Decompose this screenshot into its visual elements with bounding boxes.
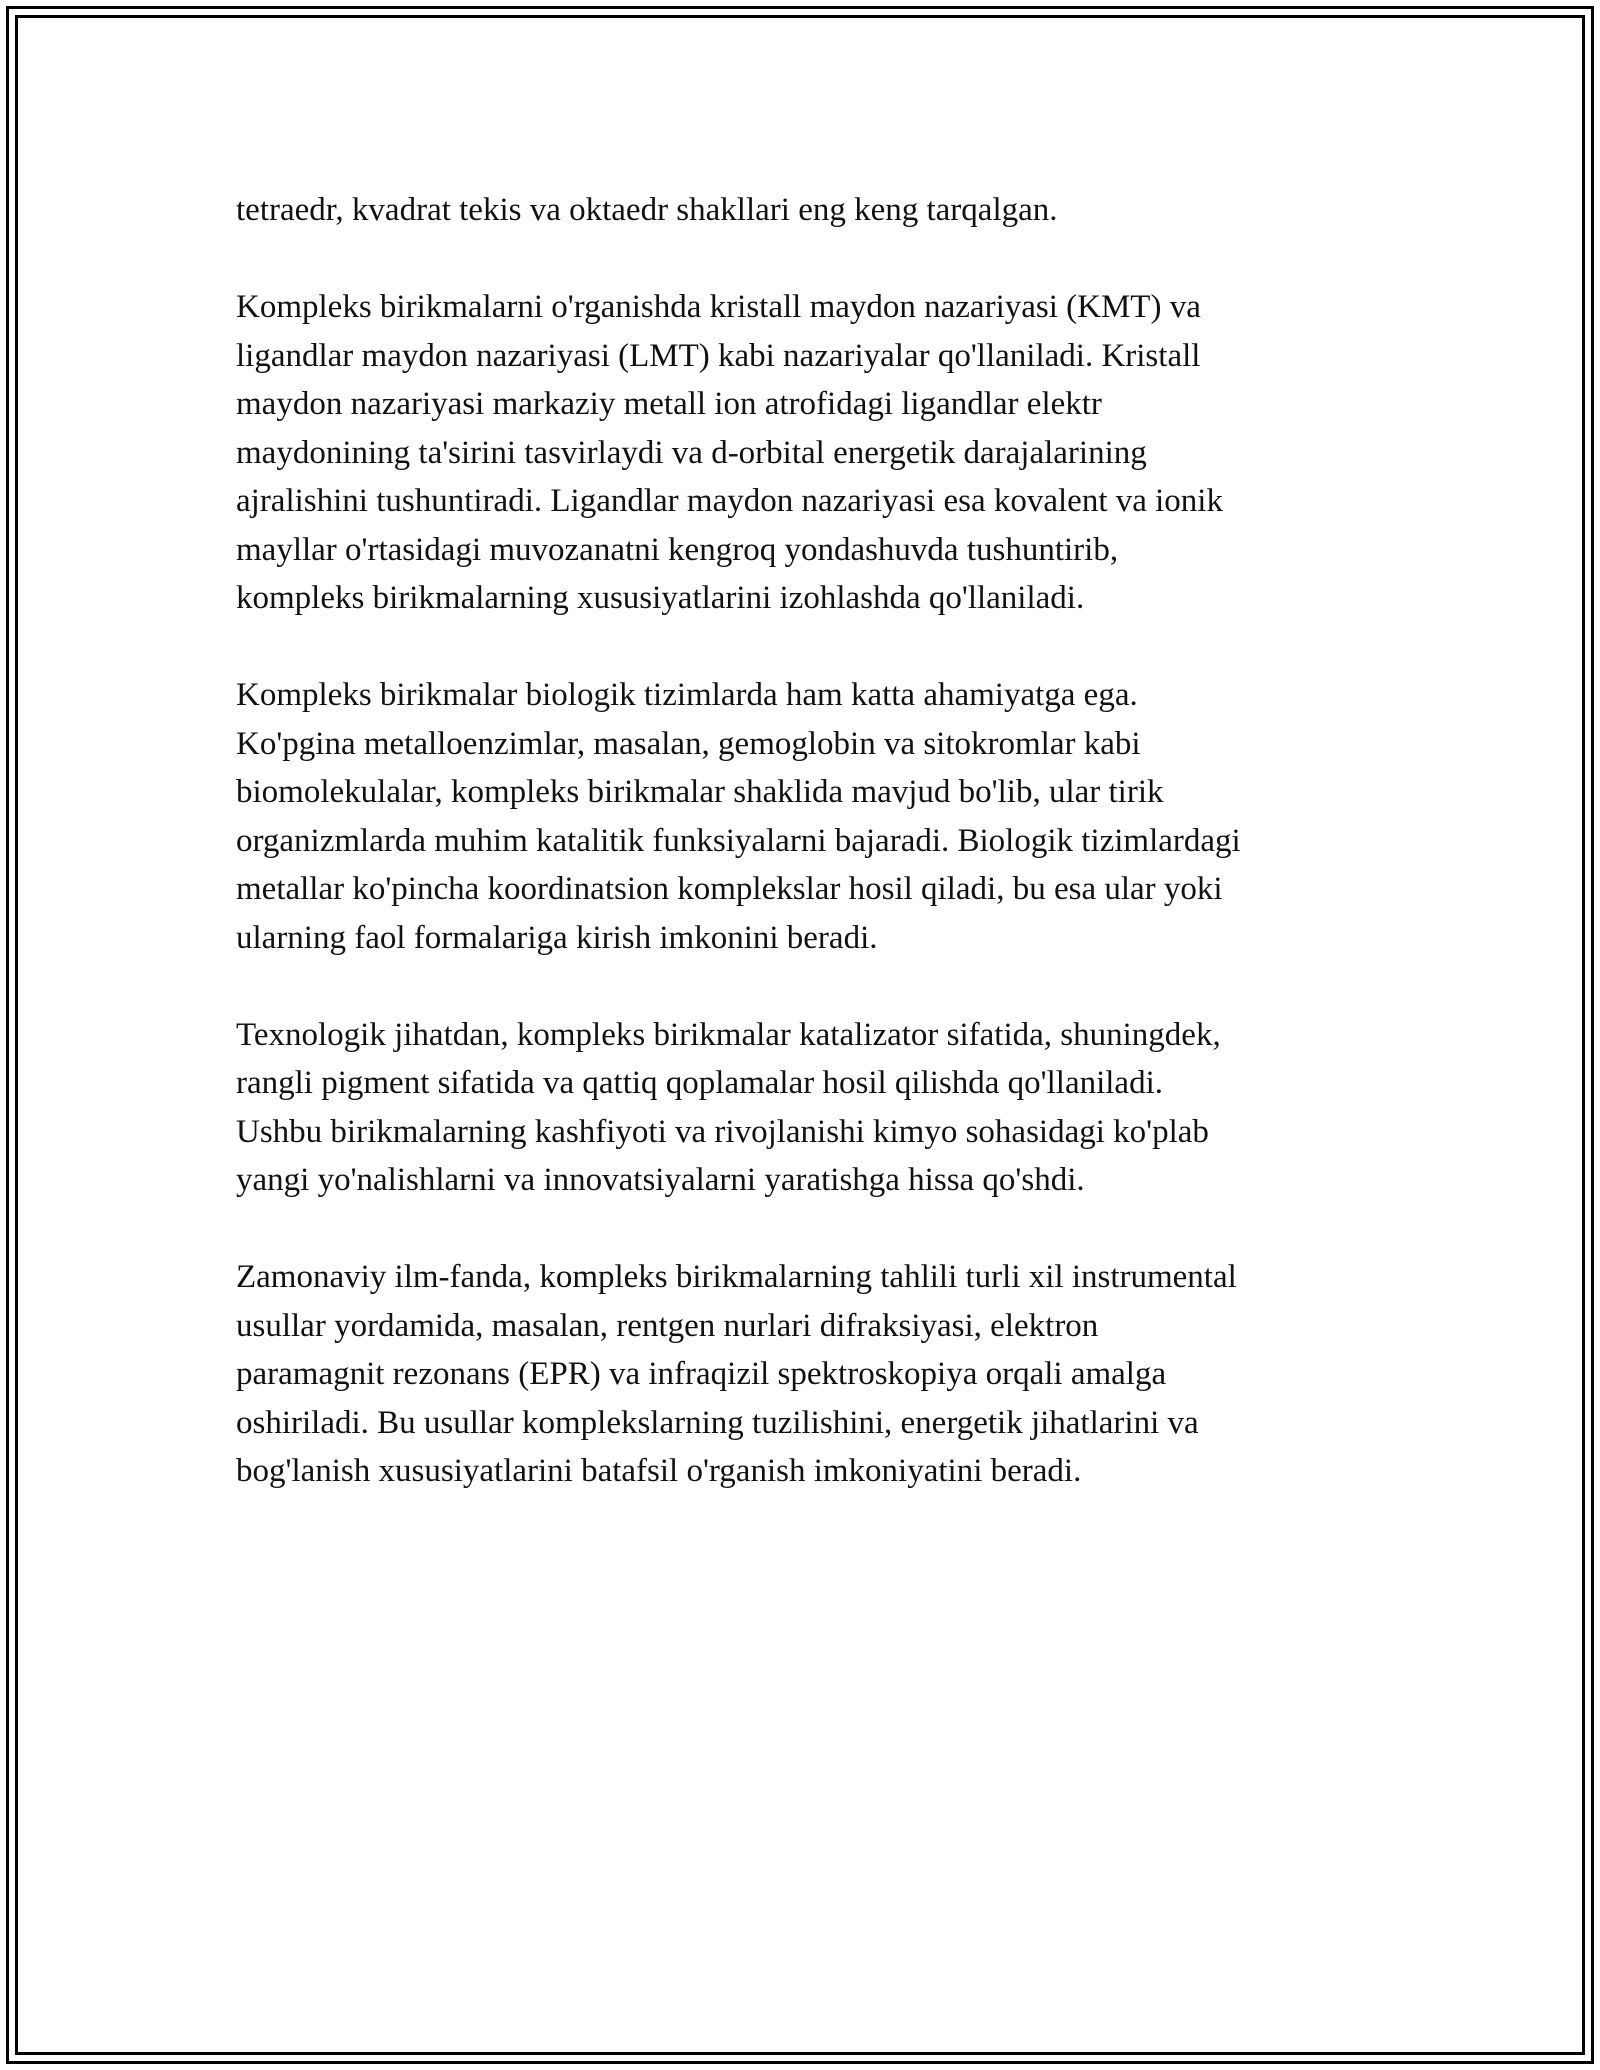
text-line: oshiriladi. Bu usullar komplekslarning tuzilishini, energetik jihatlarini va (236, 1404, 1199, 1441)
text-line: kompleks birikmalarning xususiyatlarini izohlashda qo'llaniladi. (236, 580, 1085, 616)
text-line: bog'lanish xususiyatlarini batafsil o'rganish imkoniyatini beradi. (236, 1453, 1082, 1489)
text-line: organizmlarda muhim katalitik funksiyalarni bajaradi. Biologik tizimlardagi (236, 822, 1241, 859)
text-line: ajralishini tushuntiradi. Ligandlar maydon nazariyasi esa kovalent va ionik (236, 483, 1223, 519)
text-line: Zamonaviy ilm-fanda, kompleks birikmalarning tahlili turli xil instrumental (236, 1259, 1237, 1295)
text-line: paramagnit rezonans (EPR) va infraqizil spektroskopiya orqali amalga (236, 1356, 1167, 1392)
document-body (236, 186, 1376, 1544)
text-line: Ushbu birikmalarning kashfiyoti va rivojlanishi kimyo sohasidagi ko'plab (236, 1113, 1209, 1150)
text-line: Kompleks birikmalarni o'rganishda kristall maydon nazariyasi (KMT) va (236, 289, 1201, 325)
text-line: ularning faol formalariga kirish imkonini beradi. (236, 919, 878, 956)
text-line: Ko'pgina metalloenzimlar, masalan, gemoglobin va sitokromlar kabi (236, 725, 1141, 762)
text-line: ligandlar maydon nazariyasi (LMT) kabi nazariyalar qo'llaniladi. Kristall (236, 337, 1201, 374)
text-line: tetraedr, kvadrat tekis va oktaedr shakllari eng keng tarqalgan. (236, 192, 1058, 228)
text-line: usullar yordamida, masalan, rentgen nurlari difraksiyasi, elektron (236, 1307, 1099, 1344)
text-line: metallar ko'pincha koordinatsion komplekslar hosil qiladi, bu esa ular yoki (236, 871, 1223, 907)
text-line: yangi yo'nalishlarni va innovatsiyalarni yaratishga hissa qo'shdi. (236, 1162, 1085, 1198)
text-line: Texnologik jihatdan, kompleks birikmalar katalizator sifatida, shuningdek, (236, 1016, 1221, 1053)
text-line: maydon nazariyasi markaziy metall ion atrofidagi ligandlar elektr (236, 386, 1102, 422)
paragraph (236, 1253, 1376, 1496)
text-line: maydonining ta'sirini tasvirlaydi va d-orbital energetik darajalarining (236, 434, 1147, 471)
text-line: mayllar o'rtasidagi muvozanatni kengroq yondashuvda tushuntirib, (236, 531, 1119, 568)
paragraph (236, 283, 1376, 623)
text-line: Kompleks birikmalar biologik tizimlarda ham katta ahamiyatga ega. (236, 677, 1138, 713)
paragraph (236, 671, 1376, 962)
paragraph (236, 1011, 1376, 1205)
text-line: rangli pigment sifatida va qattiq qoplamalar hosil qilishda qo'llaniladi. (236, 1065, 1163, 1101)
text-line: biomolekulalar, kompleks birikmalar shaklida mavjud bo'lib, ular tirik (236, 774, 1164, 810)
paragraph (236, 186, 1376, 235)
